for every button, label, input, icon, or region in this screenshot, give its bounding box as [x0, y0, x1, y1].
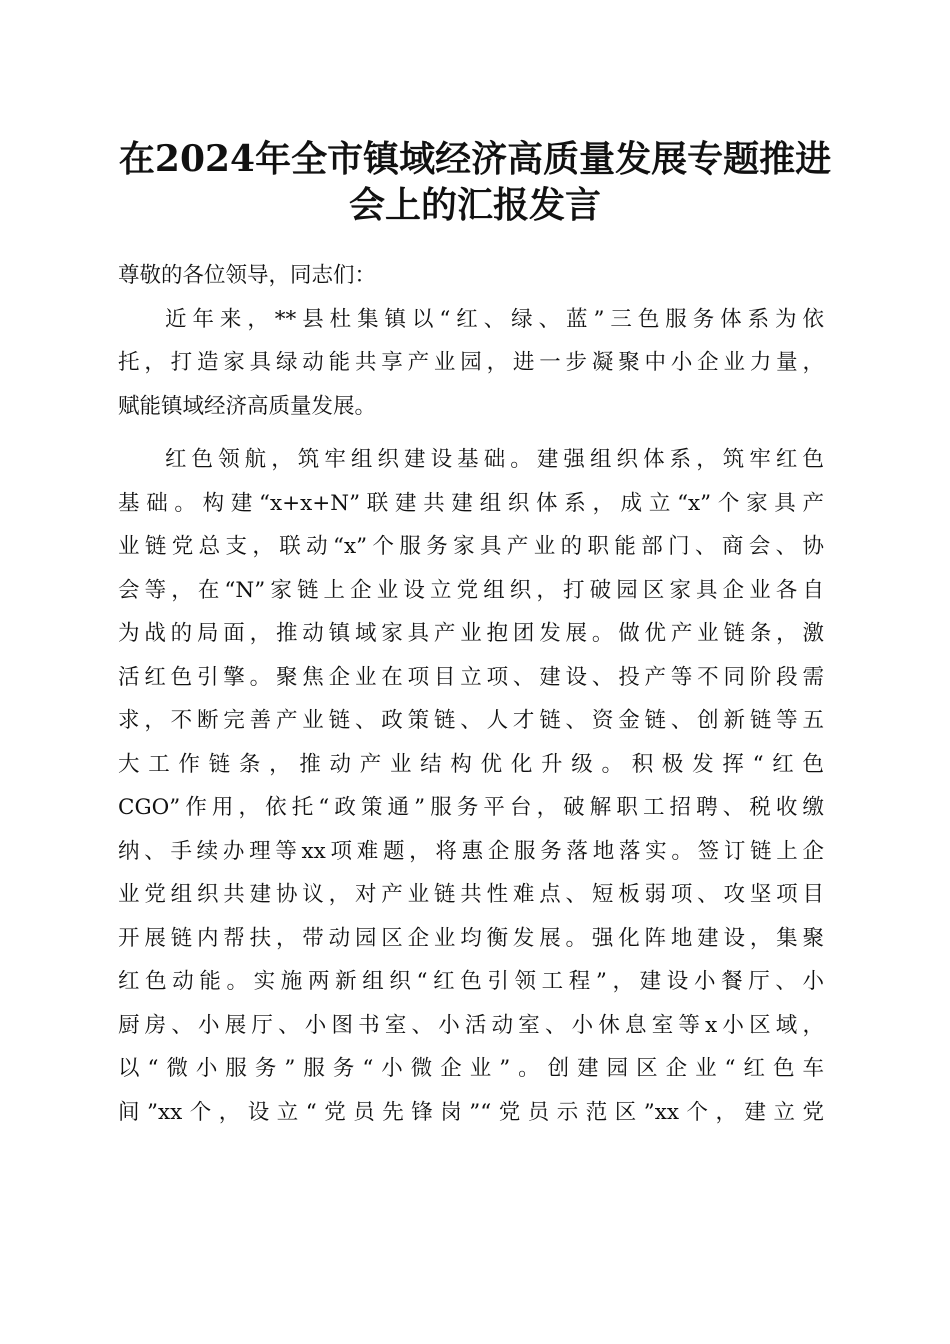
salutation: 尊敬的各位领导，同志们： [118, 263, 377, 288]
paragraph-intro [118, 298, 824, 429]
paragraph-line: 托，打造家具绿动能共享产业园，进一步凝聚中小企业力量， [118, 350, 824, 375]
paragraph-line: 近年来，**县杜集镇以“红、绿、蓝”三色服务体系为依 [165, 306, 824, 332]
paragraph-line: 开展链内帮扶，带动园区企业均衡发展。强化阵地建设，集聚 [118, 925, 824, 951]
paragraph-line: 业链党总支，联动“x”个服务家具产业的职能部门、商会、协 [118, 534, 824, 559]
paragraph-line: 间”xx个，设立“党员先锋岗”“党员示范区”xx个，建立党 [118, 1099, 824, 1125]
paragraph-line: 赋能镇域经济高质量发展。 [118, 393, 377, 419]
paragraph-line: 以“微小服务”服务“小微企业”。创建园区企业“红色车 [118, 1056, 824, 1081]
paragraph-line: 基础。构建“x+x+N”联建共建组织体系，成立“x”个家具产 [118, 490, 824, 516]
title-line-2: 会上的汇报发言 [348, 184, 601, 226]
paragraph-line: 大工作链条，推动产业结构优化升级。积极发挥“红色 [118, 751, 824, 777]
paragraph-line: 求，不断完善产业链、政策链、人才链、资金链、创新链等五 [118, 708, 824, 733]
document-body [118, 254, 824, 1134]
paragraph-line: CGO”作用，依托“政策通”服务平台，破解职工招聘、税收缴 [118, 795, 824, 820]
paragraph-line: 纳、手续办理等xx项难题，将惠企服务落地落实。签订链上企 [118, 838, 824, 864]
document-title [100, 136, 850, 228]
paragraph-line: 红色领航，筑牢组织建设基础。建强组织体系，筑牢红色 [165, 447, 824, 472]
title-line-1: 在2024年全市镇域经济高质量发展专题推进 [118, 138, 832, 180]
paragraph-red-leadership [118, 438, 824, 1134]
paragraph-line: 业党组织共建协议，对产业链共性难点、短板弱项、攻坚项目 [118, 882, 824, 907]
paragraph-line: 厨房、小展厅、小图书室、小活动室、小休息室等x小区域， [118, 1012, 824, 1038]
paragraph-line: 会等，在“N”家链上企业设立党组织，打破园区家具企业各自 [118, 577, 824, 603]
paragraph-line: 活红色引擎。聚焦企业在项目立项、建设、投产等不同阶段需 [118, 664, 824, 690]
paragraph-line: 为战的局面，推动镇域家具产业抱团发展。做优产业链条，激 [118, 621, 824, 646]
paragraph-line: 红色动能。实施两新组织“红色引领工程”，建设小餐厅、小 [118, 969, 824, 994]
